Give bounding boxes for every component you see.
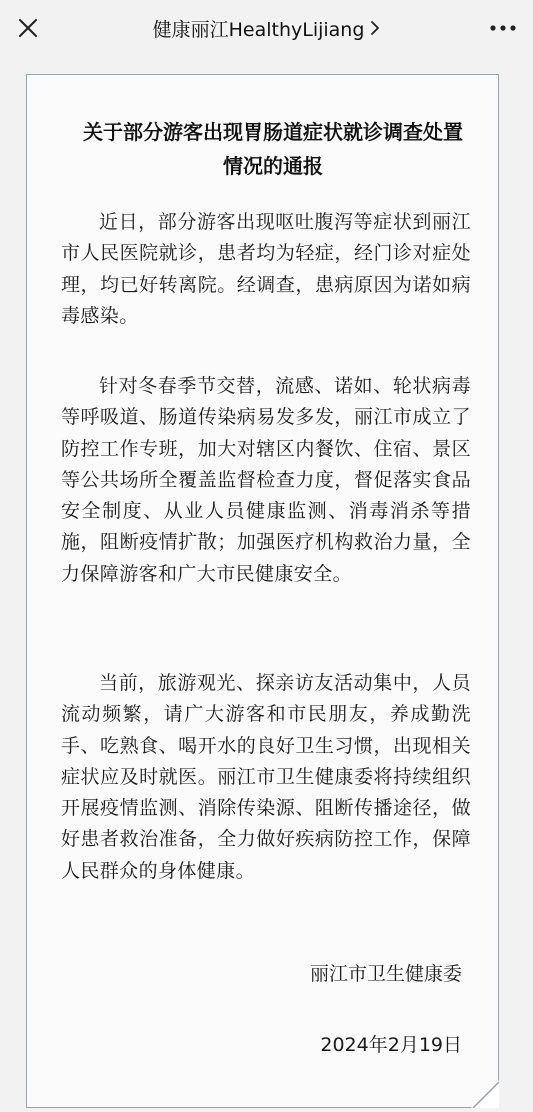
account-title: 健康丽江HealthyLijiang <box>152 18 365 41</box>
close-button[interactable] <box>14 14 42 42</box>
more-button[interactable] <box>487 14 519 42</box>
notice-paragraph-3: 当前，旅游观光、探亲访友活动集中，人员流动频繁，请广大游客和市民朋友，养成勤洗手、吃熟食、喝开水的良好卫生习惯，出现相关症状应及时就医。丽江市卫生健康委将持续组织开展疫情监测、消除传染源、阻断传播途径，做好患者救治准备，全力做好疾病防控工作，保障人民群众的身体健康。 <box>61 672 471 882</box>
top-bar <box>0 0 533 56</box>
notice-title: 关于部分游客出现胃肠道症状就诊调查处置情况的通报 <box>83 120 463 178</box>
chevron-right-icon <box>370 20 380 36</box>
more-horizontal-icon <box>490 25 516 31</box>
notice-paragraph-2: 针对冬春季节交替，流感、诺如、轮状病毒等呼吸道、肠道传染病易发多发，丽江市成立了防控工作专班，加大对辖区内餐饮、住宿、景区等公共场所全覆盖监督检查力度，督促落实食品安全制度、从业人员健康监测、消毒消杀等措施，阻断疫情扩散；加强医疗机构救治力量，全力保障游客和广大市民健康安全。 <box>61 375 471 585</box>
page-fold-icon <box>471 1080 499 1108</box>
notice-card <box>26 74 499 1108</box>
issuer-signature: 丽江市卫生健康委 <box>309 963 462 985</box>
notice-paragraph-1: 近日，部分游客出现呕吐腹泻等症状到丽江市人民医院就诊，患者均为轻症，经门诊对症处理，均已好转离院。经调查，患病原因为诺如病毒感染。 <box>61 211 471 327</box>
account-title-link[interactable] <box>100 0 433 56</box>
notice-date: 2024年2月19日 <box>320 1034 462 1056</box>
close-icon <box>18 18 38 38</box>
